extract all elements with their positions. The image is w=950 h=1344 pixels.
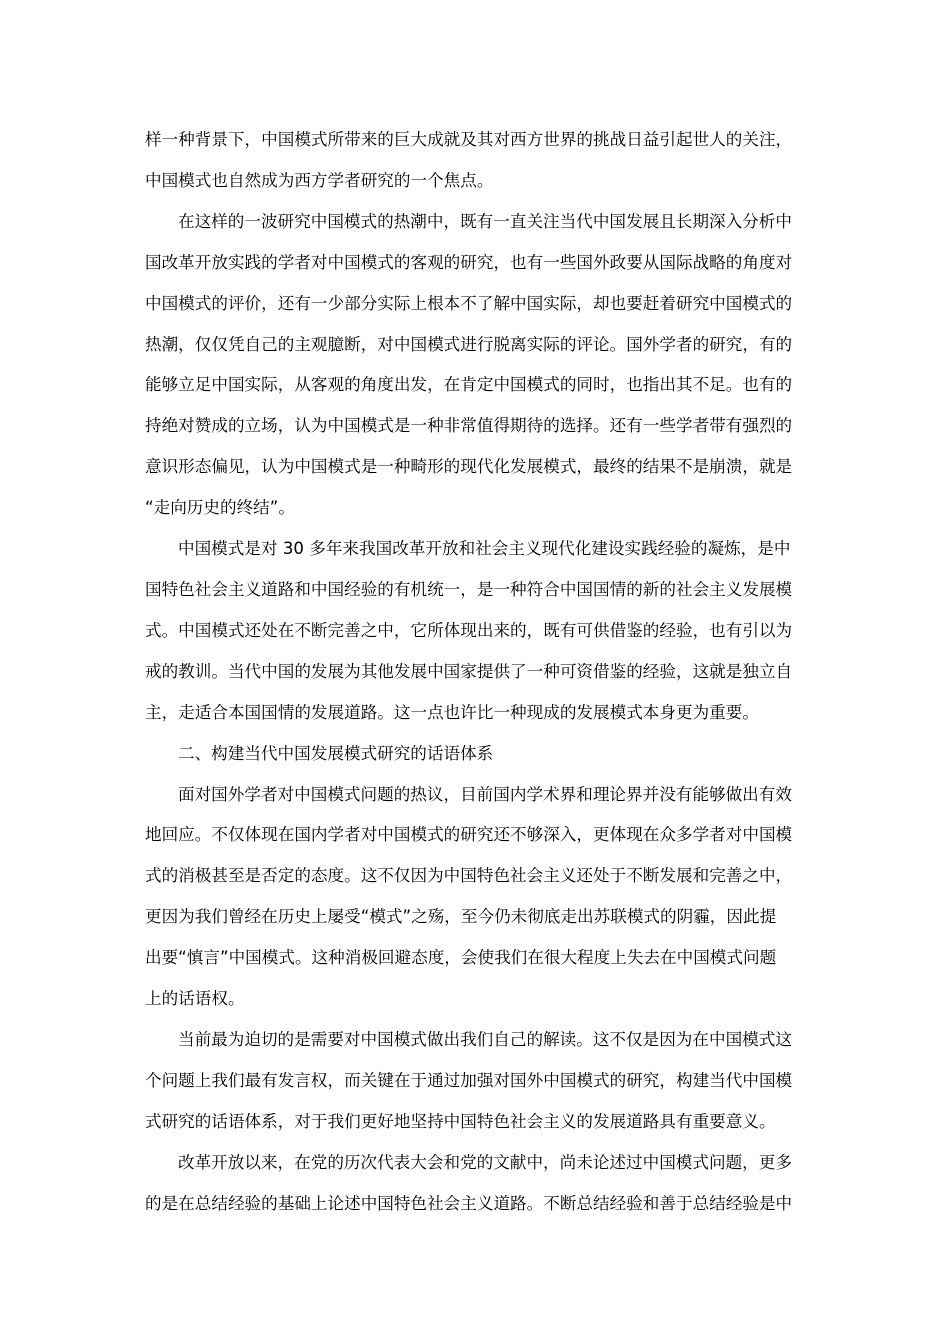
text-line: 面对国外学者对中国模式问题的热议，目前国内学术界和理论界并没有能够做出有效 <box>178 784 792 804</box>
text-line: 中国模式也自然成为西方学者研究的一个焦点。 <box>145 170 494 190</box>
text-line: 出要“慎言”中国模式。这种消极回避态度，会使我们在很大程度上失去在中国模式问题 <box>145 948 777 968</box>
text-line: 个问题上我们最有发言权，而关键在于通过加强对国外中国模式的研究，构建当代中国模 <box>145 1070 793 1090</box>
text-line: 当前最为迫切的是需要对中国模式做出我们自己的解读。这不仅是因为在中国模式这 <box>178 1029 792 1049</box>
section-heading <box>145 734 807 775</box>
paragraph <box>145 202 807 529</box>
text-line: 持绝对赞成的立场，认为中国模式是一种非常值得期待的选择。还有一些学者带有强烈的 <box>145 416 793 436</box>
paragraph <box>145 1020 807 1143</box>
text-line: “走向历史的终结”。 <box>145 498 295 518</box>
paragraph <box>145 775 807 1020</box>
text-line: 能够立足中国实际，从客观的角度出发，在肯定中国模式的同时，也指出其不足。也有的 <box>145 375 793 395</box>
text-line: 戒的教训。当代中国的发展为其他发展中国家提供了一种可资借鉴的经验，这就是独立自 <box>145 661 793 681</box>
text-line: 二、构建当代中国发展模式研究的话语体系 <box>178 743 494 763</box>
paragraph <box>145 1143 807 1225</box>
paragraph <box>145 529 807 734</box>
text-line: 式研究的话语体系，对于我们更好地坚持中国特色社会主义的发展道路具有重要意义。 <box>145 1111 776 1131</box>
text-line: 式。中国模式还处在不断完善之中，它所体现出来的，既有可供借鉴的经验，也有引以为 <box>145 620 793 640</box>
text-line: 的是在总结经验的基础上论述中国特色社会主义道路。不断总结经验和善于总结经验是中 <box>145 1193 793 1213</box>
text-line: 中国模式是对 30 多年来我国改革开放和社会主义现代化建设实践经验的凝炼，是中 <box>178 539 791 559</box>
text-line: 热潮，仅仅凭自己的主观臆断，对中国模式进行脱离实际的评论。国外学者的研究，有的 <box>145 334 793 354</box>
text-line: 地回应。不仅体现在国内学者对中国模式的研究还不够深入，更体现在众多学者对中国模 <box>145 825 793 845</box>
text-line: 上的话语权。 <box>145 989 245 1009</box>
text-line: 在这样的一波研究中国模式的热潮中，既有一直关注当代中国发展且长期深入分析中 <box>178 211 792 231</box>
text-line: 意识形态偏见，认为中国模式是一种畸形的现代化发展模式，最终的结果不是崩溃，就是 <box>145 457 793 477</box>
text-line: 主，走适合本国国情的发展道路。这一点也许比一种现成的发展模式本身更为重要。 <box>145 702 759 722</box>
text-line: 样一种背景下，中国模式所带来的巨大成就及其对西方世界的挑战日益引起世人的关注， <box>145 130 793 149</box>
text-line: 中国模式的评价，还有一少部分实际上根本不了解中国实际，却也要赶着研究中国模式的 <box>145 293 793 313</box>
text-line: 改革开放以来，在党的历次代表大会和党的文献中，尚未论述过中国模式问题，更多 <box>178 1152 792 1172</box>
document-body <box>145 120 807 1224</box>
paragraph <box>145 120 807 202</box>
text-line: 更因为我们曾经在历史上屡受“模式”之殇，至今仍未彻底走出苏联模式的阴霾，因此提 <box>145 907 777 927</box>
text-line: 式的消极甚至是否定的态度。这不仅因为中国特色社会主义还处于不断发展和完善之中， <box>145 866 793 886</box>
text-line: 国改革开放实践的学者对中国模式的客观的研究，也有一些国外政要从国际战略的角度对 <box>145 252 793 272</box>
text-line: 国特色社会主义道路和中国经验的有机统一，是一种符合中国国情的新的社会主义发展模 <box>145 579 793 599</box>
